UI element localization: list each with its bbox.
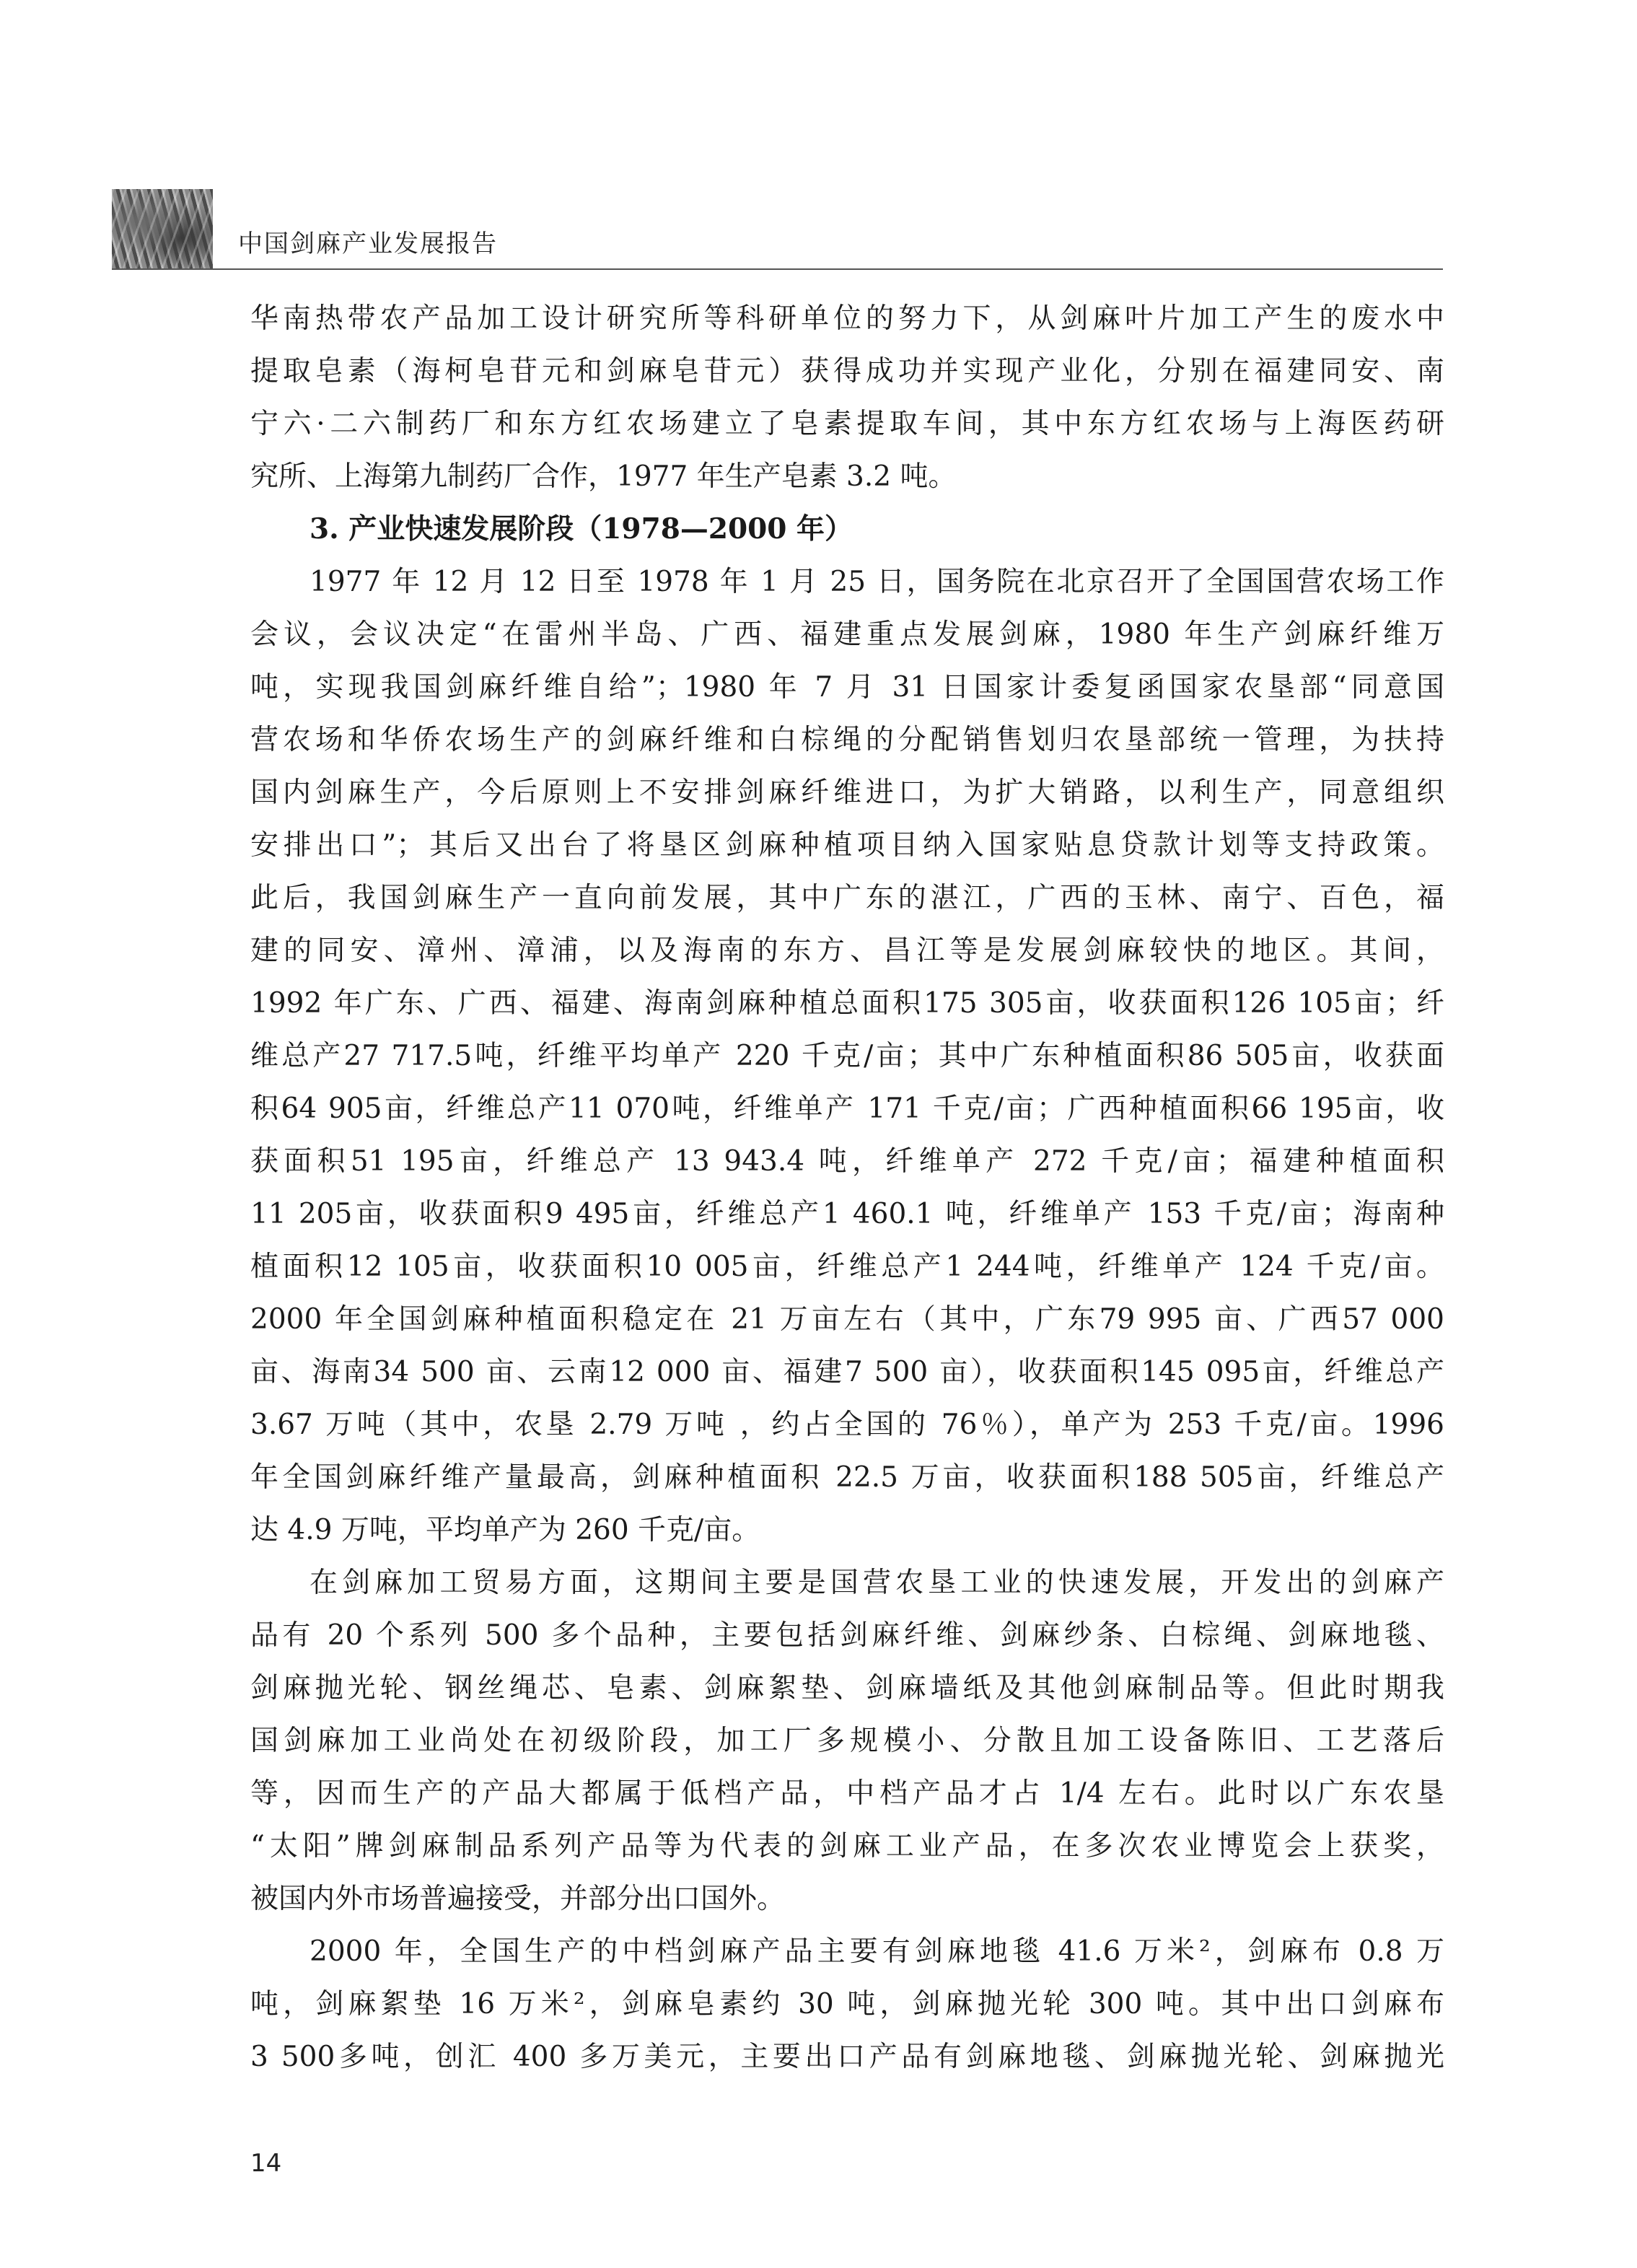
text-line: 达 4.9 万吨，平均单产为 260 千克/亩。	[250, 1514, 760, 1546]
body-text	[250, 292, 1444, 2083]
text-line: 究所、上海第九制药厂合作，1977 年生产皂素 3.2 吨。	[250, 460, 957, 493]
text-line: 吨，实现我国剑麻纤维自给”；1980 年 7 月 31 日国家计委复函国家农垦部“同意国	[250, 671, 1444, 704]
text-line: “太阳”牌剑麻制品系列产品等为代表的剑麻工业产品，在多次农业博览会上获奖，	[250, 1830, 1444, 1862]
running-header-title: 中国剑麻产业发展报告	[238, 229, 498, 258]
text-line: 国剑麻加工业尚处在初级阶段，加工厂多规模小、分散且加工设备陈旧、工艺落后	[250, 1725, 1444, 1757]
text-line: 2000 年，全国生产的中档剑麻产品主要有剑麻地毯 41.6 万米²，剑麻布 0.8 万	[310, 1935, 1444, 1968]
text-line: 维总产27 717.5吨，纤维平均单产 220 千克/亩；其中广东种植面积86 505亩，收获面	[250, 1040, 1444, 1072]
section-heading: 3. 产业快速发展阶段（1978—2000 年）	[310, 512, 853, 546]
text-line: 年全国剑麻纤维产量最高，剑麻种植面积 22.5 万亩，收获面积188 505亩，纤维总产	[250, 1461, 1444, 1494]
text-line: 11 205亩，收获面积9 495亩，纤维总产1 460.1 吨，纤维单产 153 千克/亩；海南种	[250, 1198, 1444, 1230]
text-line: 安排出口”；其后又出台了将垦区剑麻种植项目纳入国家贴息贷款计划等支持政策。	[250, 829, 1444, 862]
text-line: 国内剑麻生产，今后原则上不安排剑麻纤维进口，为扩大销路，以利生产，同意组织	[250, 776, 1444, 809]
header-divider	[112, 268, 1443, 270]
text-line: 品有 20 个系列 500 多个品种，主要包括剑麻纤维、剑麻纱条、白棕绳、剑麻地毯、	[250, 1619, 1444, 1652]
text-line: 1977 年 12 月 12 日至 1978 年 1 月 25 日，国务院在北京召开了全国国营农场工作	[310, 566, 1444, 598]
text-line: 1992 年广东、广西、福建、海南剑麻种植总面积175 305亩，收获面积126 105亩；纤	[250, 987, 1444, 1020]
sisal-plant-photo-icon	[112, 189, 213, 270]
text-line: 被国内外市场普遍接受，并部分出口国外。	[250, 1883, 786, 1915]
text-line: 3 500多吨，创汇 400 多万美元，主要出口产品有剑麻地毯、剑麻抛光轮、剑麻抛光	[250, 2041, 1444, 2073]
text-line: 华南热带农产品加工设计研究所等科研单位的努力下，从剑麻叶片加工产生的废水中	[250, 302, 1444, 335]
text-line: 吨，剑麻絮垫 16 万米²，剑麻皂素约 30 吨，剑麻抛光轮 300 吨。其中出口剑麻布	[250, 1988, 1444, 2020]
text-line: 积64 905亩，纤维总产11 070吨，纤维单产 171 千克/亩；广西种植面积66 195亩，收	[250, 1093, 1444, 1125]
text-line: 营农场和华侨农场生产的剑麻纤维和白棕绳的分配销售划归农垦部统一管理，为扶持	[250, 724, 1444, 756]
text-line: 在剑麻加工贸易方面，这期间主要是国营农垦工业的快速发展，开发出的剑麻产	[310, 1567, 1444, 1599]
text-line: 提取皂素（海柯皂苷元和剑麻皂苷元）获得成功并实现产业化，分别在福建同安、南	[250, 355, 1444, 388]
text-line: 建的同安、漳州、漳浦，以及海南的东方、昌江等是发展剑麻较快的地区。其间，	[250, 934, 1444, 967]
text-line: 此后，我国剑麻生产一直向前发展，其中广东的湛江，广西的玉林、南宁、百色，福	[250, 882, 1444, 914]
text-line: 宁六·二六制药厂和东方红农场建立了皂素提取车间，其中东方红农场与上海医药研	[250, 408, 1444, 440]
text-line: 获面积51 195亩，纤维总产 13 943.4 吨，纤维单产 272 千克/亩；福建种植面积	[250, 1145, 1444, 1178]
text-line: 剑麻抛光轮、钢丝绳芯、皂素、剑麻絮垫、剑麻墙纸及其他剑麻制品等。但此时期我	[250, 1672, 1444, 1704]
text-line: 会议，会议决定“在雷州半岛、广西、福建重点发展剑麻，1980 年生产剑麻纤维万	[250, 618, 1444, 651]
text-line: 亩、海南34 500 亩、云南12 000 亩、福建7 500 亩），收获面积145 095亩，纤维总产	[250, 1356, 1444, 1388]
text-line: 3.67 万吨（其中，农垦 2.79 万吨 ，约占全国的 76％），单产为 253 千克/亩。1996	[250, 1409, 1444, 1441]
text-line: 2000 年全国剑麻种植面积稳定在 21 万亩左右（其中，广东79 995 亩、广西57 000	[250, 1303, 1444, 1336]
page-number: 14	[250, 2149, 282, 2178]
text-line: 植面积12 105亩，收获面积10 005亩，纤维总产1 244吨，纤维单产 124 千克/亩。	[250, 1251, 1444, 1283]
text-line: 等，因而生产的产品大都属于低档产品，中档产品才占 1/4 左右。此时以广东农垦	[250, 1777, 1444, 1810]
